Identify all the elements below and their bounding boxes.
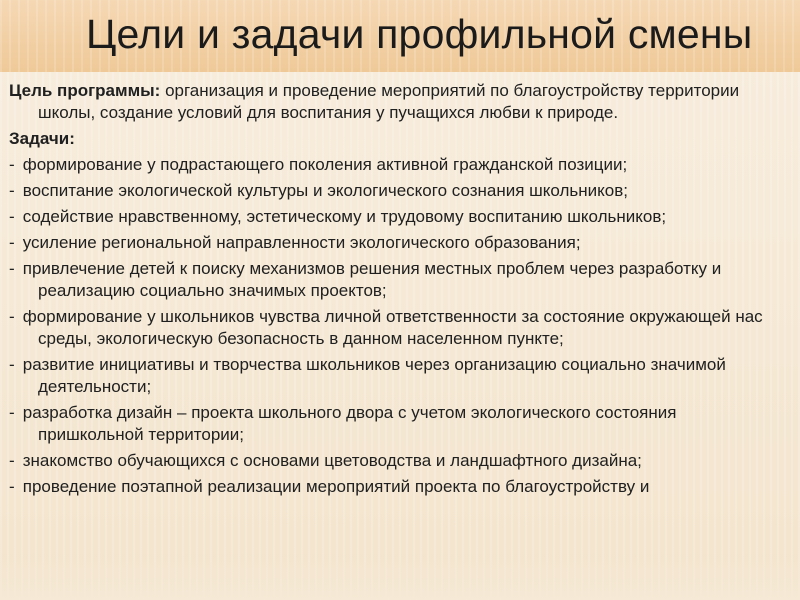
dash-bullet: -	[9, 259, 15, 278]
slide-content	[9, 80, 779, 600]
task-item	[9, 258, 779, 302]
task-item	[9, 354, 779, 398]
dash-bullet: -	[9, 181, 15, 200]
task-text: воспитание экологической культуры и экологического сознания школьников;	[22, 181, 629, 200]
goal-paragraph	[9, 80, 779, 124]
dash-bullet: -	[9, 155, 15, 174]
slide-title: Цели и задачи профильной смены	[86, 11, 753, 57]
tasks-heading: Задачи:	[9, 129, 75, 148]
task-item	[9, 306, 779, 350]
task-item	[9, 450, 779, 472]
dash-bullet: -	[9, 477, 15, 496]
task-text: разработка дизайн – проекта школьного двора с учетом экологического состояния пришкольной территории;	[22, 403, 677, 444]
goal-text: организация и проведение мероприятий по благоустройству территории школы, создание условий для воспитания у пучащихся любви к природе.	[38, 81, 740, 122]
task-text: развитие инициативы и творчества школьников через организацию социально значимой деятельности;	[22, 355, 726, 396]
task-text: формирование у подрастающего поколения активной гражданской позиции;	[22, 155, 628, 174]
task-item	[9, 180, 779, 202]
task-item	[9, 402, 779, 446]
dash-bullet: -	[9, 355, 15, 374]
task-item	[9, 232, 779, 254]
dash-bullet: -	[9, 207, 15, 226]
task-item	[9, 206, 779, 228]
task-text: усиление региональной направленности экологического образования;	[22, 233, 581, 252]
dash-bullet: -	[9, 233, 15, 252]
task-text: формирование у школьников чувства личной ответственности за состояние окружающей нас среды, экологическую безопасность в данном населенном пункте;	[22, 307, 763, 348]
dash-bullet: -	[9, 307, 15, 326]
dash-bullet: -	[9, 451, 15, 470]
task-text: содействие нравственному, эстетическому и трудовому воспитанию школьников;	[22, 207, 667, 226]
task-text: знакомство обучающихся с основами цветоводства и ландшафтного дизайна;	[22, 451, 642, 470]
title-band	[0, 0, 800, 72]
task-text: проведение поэтапной реализации мероприятий проекта по благоустройству и	[22, 477, 650, 496]
goal-label: Цель программы:	[9, 81, 161, 100]
dash-bullet: -	[9, 403, 15, 422]
task-item	[9, 476, 779, 498]
task-text: привлечение детей к поиску механизмов решения местных проблем через разработку и реализацию социально значимых проектов;	[22, 259, 722, 300]
task-item	[9, 154, 779, 176]
